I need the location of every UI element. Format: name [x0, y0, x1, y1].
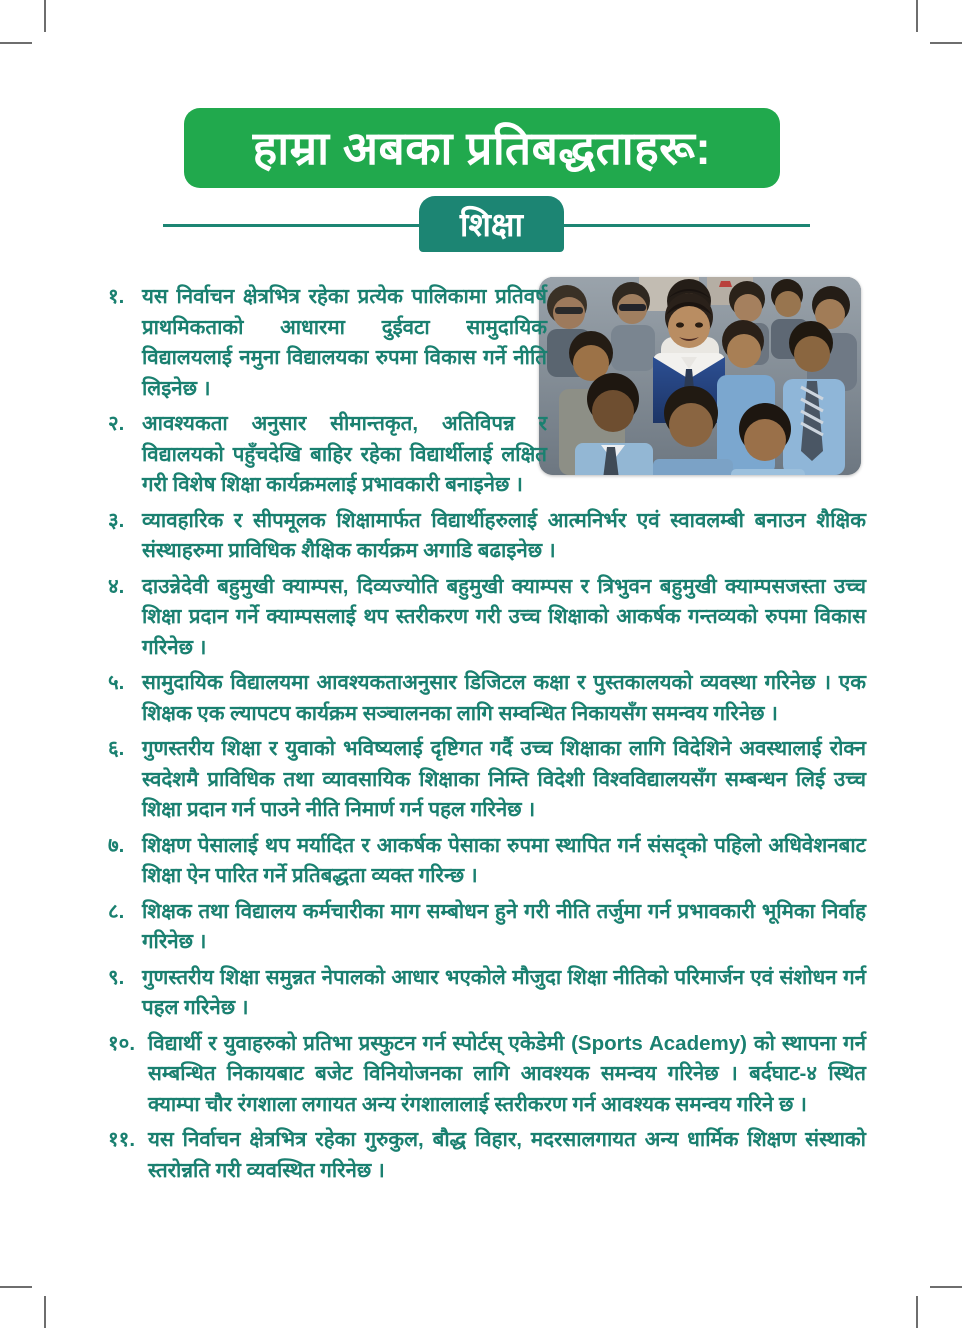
crop-mark-top-right-vertical: [916, 0, 918, 32]
list-item-number: ९.: [108, 965, 125, 989]
list-item-number: ११.: [108, 1128, 136, 1151]
list-item: [108, 1125, 866, 1186]
list-item: [108, 668, 866, 729]
list-item-number: ५.: [108, 671, 125, 694]
list-item-text: यस निर्वाचन क्षेत्रभित्र रहेका प्रत्येक पालिकामा प्रतिवर्ष प्राथमिकताको आधारमा दुईवटा सामुदायिक विद्यालयलाई नमुना विद्यालयका रुपमा विकास गर्ने नीति लिइनेछ ।: [142, 285, 547, 400]
list-item-text: शिक्षक तथा विद्यालय कर्मचारीका माग सम्बोधन हुने गरी नीति तर्जुमा गर्न प्रभावकारी भूमिका निर्वाह गरिनेछ ।: [142, 899, 866, 953]
list-item-text: सामुदायिक विद्यालयमा आवश्यकताअनुसार डिजिटल कक्षा र पुस्तकालयको व्यवस्था गरिनेछ । एक शिक्षक एक ल्यापटप कार्यक्रम सञ्चालनका लागि सम्वन्धित निकायसँग समन्वय गरिनेछ ।: [142, 671, 866, 725]
commitments-list: [108, 282, 866, 1191]
list-item-number: ६.: [108, 737, 125, 760]
list-item-number: १.: [108, 285, 125, 308]
crop-mark-top-left-vertical: [44, 0, 46, 32]
list-item-text: दाउन्नेदेवी बहुमुखी क्याम्पस, दिव्यज्योति बहुमुखी क्याम्पस र त्रिभुवन बहुमुखी क्याम्पसजस्ता उच्च शिक्षा प्रदान गर्ने क्याम्पसलाई थप स्तरीकरण गरी उच्च शिक्षाको आकर्षक गन्तव्यको रुपमा विकास गरिनेछ ।: [142, 574, 866, 659]
list-item-text: गुणस्तरीय शिक्षा र युवाको भविष्यलाई दृष्टिगत गर्दै उच्च शिक्षाका लागि विदेशिने अवस्थालाई रोक्न स्वदेशमै प्राविधिक तथा व्यावसायिक शिक्षाका निम्ति विदेशी विश्वविद्यालयसँग सम्बन्धन लिई उच्च शिक्षा प्रदान गर्न पाउने नीति निमार्ण गर्न पहल गरिनेछ ।: [142, 737, 866, 821]
crop-mark-top-left-horizontal: [0, 42, 32, 44]
list-item: [108, 506, 866, 567]
list-item-number: ७.: [108, 833, 125, 857]
list-item-text: व्यावहारिक र सीपमूलक शिक्षामार्फत विद्यार्थीहरुलाई आत्मनिर्भर एवं स्वावलम्बी बनाउन शैक्षिक संस्थाहरुमा प्राविधिक शैक्षिक कार्यक्रम अगाडि बढाइनेछ ।: [142, 508, 866, 562]
crop-mark-bottom-left-vertical: [44, 1296, 46, 1328]
list-item-number: १०.: [108, 1031, 136, 1055]
section-title: शिक्षा: [459, 205, 524, 243]
list-item-text: गुणस्तरीय शिक्षा समुन्नत नेपालको आधार भएकोले मौजुदा शिक्षा नीतिको परिमार्जन एवं संशोधन गर्न पहल गरिनेछ ।: [142, 965, 866, 1019]
list-item: [108, 572, 866, 664]
list-item-text: आवश्यकता अनुसार सीमान्तकृत, अतिविपन्न र विद्यालयको पहुँचदेखि बाहिर रहेका विद्यार्थीलाई लक्षित गरी विशेष शिक्षा कार्यक्रमलाई प्रभावकारी बनाइनेछ ।: [142, 412, 547, 496]
list-item: [108, 963, 866, 1024]
list-item-number: २.: [108, 412, 125, 435]
list-item: [108, 409, 553, 501]
crop-mark-bottom-right-vertical: [916, 1296, 918, 1328]
list-item: [108, 1029, 866, 1121]
list-item-number: ४.: [108, 574, 125, 598]
list-item-number: ८.: [108, 899, 125, 923]
list-item-number: ३.: [108, 508, 125, 532]
page-title-banner: [184, 108, 780, 188]
crop-mark-bottom-left-horizontal: [0, 1286, 32, 1288]
list-item: [108, 282, 553, 404]
list-item: [108, 831, 866, 892]
page-title: हाम्रा अबका प्रतिबद्धताहरू:: [252, 122, 712, 174]
list-item: [108, 897, 866, 958]
crop-mark-bottom-right-horizontal: [930, 1286, 962, 1288]
crop-mark-top-right-horizontal: [930, 42, 962, 44]
list-item-text: शिक्षण पेसालाई थप मर्यादित र आकर्षक पेसाका रुपमा स्थापित गर्न संसद्को पहिलो अधिवेशनबाट शिक्षा ऐन पारित गर्ने प्रतिबद्धता व्यक्त गरिन्छ ।: [142, 833, 866, 887]
list-item-text: यस निर्वाचन क्षेत्रभित्र रहेका गुरुकुल, बौद्ध विहार, मदरसालगायत अन्य धार्मिक शिक्षण संस्थाको स्तरोन्नति गरी व्यवस्थित गरिनेछ ।: [148, 1128, 866, 1182]
section-title-badge: [419, 196, 564, 252]
list-item-text: विद्यार्थी र युवाहरुको प्रतिभा प्रस्फुटन गर्न स्पोर्टस् एकेडेमी (Sports Academy) को स्थापना गर्न सम्बन्धित निकायबाट बजेट विनियोजनका लागि आवश्यक समन्वय गरिनेछ । बर्दघाट-४ स्थित क्याम्पा चौर रंगशाला लगायत अन्य रंगशालालाई स्तरीकरण गर्न आवश्यक समन्वय गरिने छ ।: [148, 1031, 866, 1116]
list-item: [108, 734, 866, 826]
